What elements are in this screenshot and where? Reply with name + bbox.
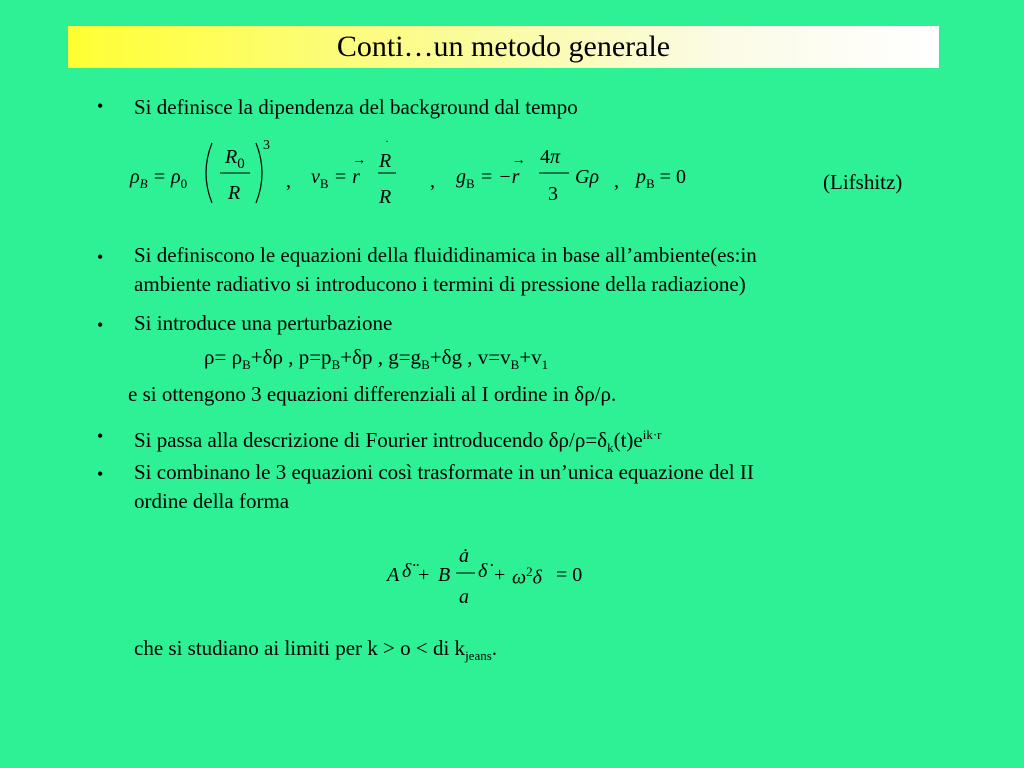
lifshitz-label: (Lifshitz) [823, 170, 903, 194]
rdot-numerator: R [379, 150, 392, 172]
exponent-3: 3 [263, 138, 270, 153]
eq-b: B [438, 564, 451, 586]
bullet-text-background: Si definisce la dipendenza del background dal tempo [134, 95, 578, 119]
fourier-tail: (t)e [613, 428, 643, 452]
conclusion-sub: jeans [465, 648, 492, 664]
title-bar [68, 26, 939, 68]
bullet-marker: • [97, 96, 104, 116]
adot: ȧ [459, 545, 469, 567]
three: 3 [548, 183, 558, 205]
fourier-text: Si passa alla descrizione di Fourier introducendo δρ/ρ=δ [134, 428, 608, 452]
slide-title: Conti…un metodo generale [336, 30, 671, 63]
perturbation-result: e si ottengono 3 equazioni differenziali al I ordine in δρ/ρ. [128, 382, 617, 406]
bullet-text-combine: Si combinano le 3 equazioni così trasformate in un’unica equazione del II [134, 460, 754, 484]
bullet-marker: • [97, 426, 104, 446]
perturbation-formula: $\rho= \rho_B+\delta\rho$ , $p=p_B+\delta p$ , $g=g_B+\delta g$ , $v=v_B+v_1$ [204, 345, 549, 373]
bullet-text-equations: Si definiscono le equazioni della fluididinamica in base all’ambiente(es:in [134, 243, 757, 267]
bullet-marker: • [97, 247, 104, 267]
r-denominator-2: R [379, 186, 392, 208]
rho-b-symbol: $\rho_B = \rho_0$ [130, 166, 188, 191]
conclusion-text: che si studiano ai limiti per k > o < di k [134, 636, 466, 660]
fourier-sup: ik·r [642, 427, 662, 442]
r-denominator: R [228, 182, 241, 204]
bullet-text-combine-cont: ordine della forma [134, 489, 290, 513]
conclusion-end: . [491, 636, 498, 660]
fourier-sub: k [607, 440, 614, 456]
dot-accent: · [385, 134, 389, 148]
bullet-marker: • [97, 315, 104, 335]
comma: , [286, 170, 291, 192]
four-pi: 4π [540, 146, 561, 168]
a-denominator: a [459, 586, 469, 608]
comma-3: , [614, 170, 619, 192]
bullet-text-perturbation: Si introduce una perturbazione [134, 311, 393, 335]
r0-numerator: $R_0$ [225, 146, 245, 172]
bullet-marker: • [97, 464, 104, 484]
pb-formula: $p_B = 0$ [636, 166, 686, 191]
conclusion [134, 636, 497, 664]
plus-1: + [418, 564, 430, 586]
frac-line [455, 569, 477, 577]
comma-2: , [430, 170, 435, 192]
bullet-text-equations-cont: ambiente radiativo si introducono i termini di pressione della radiazione) [134, 272, 746, 296]
equals-zero: = 0 [556, 564, 583, 586]
vb-formula: $v_B = r$ → [311, 153, 367, 191]
plus-2: + [494, 564, 506, 586]
delta-dot: δ̇ [478, 560, 488, 582]
eq-a-delta: A [387, 564, 400, 586]
bullet-text-fourier [134, 420, 662, 462]
gb-formula: $g_B = -r$ → [456, 153, 526, 191]
g-rho: Gρ [575, 166, 600, 188]
omega-sq: $\omega^2\delta$ [512, 564, 542, 589]
delta-ddot: δ̈ [402, 560, 412, 582]
